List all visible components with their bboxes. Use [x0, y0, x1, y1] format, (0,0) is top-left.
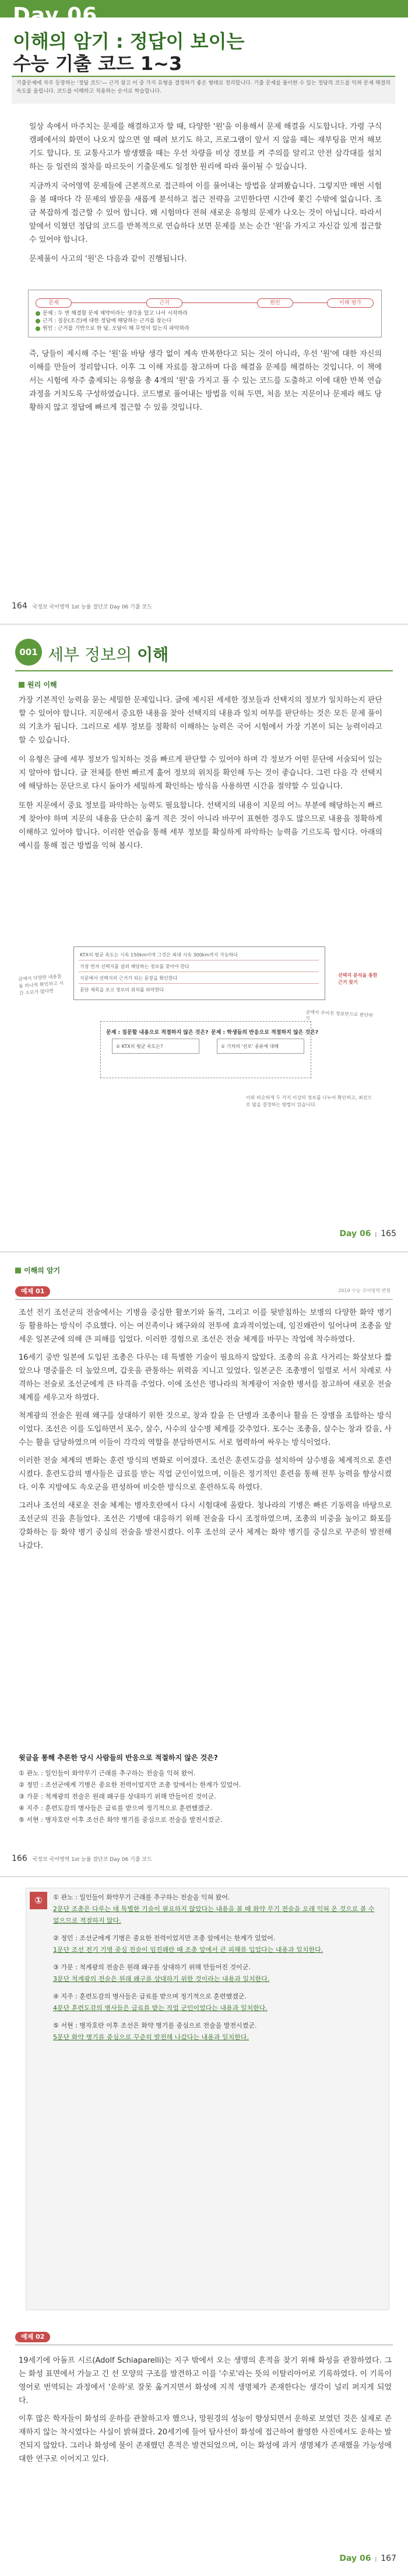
- paragraph: 이 유형은 글에 세부 정보가 일치하는 것을 빠르게 판단할 수 있어야 하며 각 정보가 어떤 문단에 서술되어 있는지 알아야 합니다. 글 전체를 한번 빠르게 훑어 정보의 위치를 확인해 두는 것이 좋습니다. 그런 다음 각 선택지에 해당하는 문단으로 다시 돌아가 세밀하게 확인하는 방식을 사용하면 시간을 절약할 수 있습니다.: [19, 755, 382, 791]
- figure-callout-left: 글에서 다양한 내용들을 하나씩 확인하고 시간 소모가 많다면: [17, 973, 64, 996]
- square-bullet-icon: [15, 1268, 21, 1273]
- figure-option-box-1: ① KTX의 평균 속도는?: [112, 1039, 199, 1054]
- option-item[interactable]: ④ 지주 : 훈련도감의 병사들은 급료를 받으며 정기적으로 훈련했겠군.: [19, 1804, 212, 1812]
- paragraph: 가장 기본적인 능력을 묻는 세밀한 문제입니다. 글에 제시된 세세한 정보들과 선택지의 정보가 일치하는지 판단할 수 있어야 합니다. 지문에서 중요한 내용을 찾아 선택지의 내용과 일치 여부를 판단하는 것은 모든 문제 풀이의 기초가 됩니다. 그러므로 세부 정보를 정확히 이해하는 능력은 국어 시험에서 가장 기본이 되는 능력이라고 할 수 있습니다.: [19, 696, 382, 745]
- paragraph: 또한 지문에서 중요 정보를 파악하는 능력도 필요합니다. 선택지의 내용이 지문의 어느 부분에 해당하는지 빠르게 찾아야 하며 지문의 내용을 단순히 옮겨 적은 것이 아니라 바꾸어 표현한 경우도 많으므로 내용을 정확하게 이해하고 있어야 합니다. 이러한 연습을 통해 세부 정보를 확실하게 파악하는 능력을 기르도록 합시다. 아래의 예시를 통해 접근 방법을 익혀 봅시다.: [19, 801, 382, 850]
- question-stem: 윗글을 통해 추론한 당시 사람들의 반응으로 적절하지 않은 것은?: [19, 1754, 218, 1762]
- page-footer: [12, 601, 152, 611]
- paragraph: 19세기에 아돌프 시르(Adolf Schiaparelli)는 지구 밖에서 오는 생명의 흔적을 찾기 위해 화성을 관찰하였다. 그는 화성 표면에서 가늘고 긴 선 모양의 구조를 발견하고 이를 '수로'라는 뜻의 이탈리아어로 기록하였다. 이 기록이 영어로 번역되는 과정에서 '운하'로 잘못 옮겨지면서 화성에 지적 생명체가 존재한다는 생각이 널리 퍼지게 되었다.: [19, 2356, 392, 2405]
- page-number: 165: [381, 1229, 396, 1238]
- paragraph: 척계광의 전술은 원래 왜구를 상대하기 위한 것으로, 창과 칼을 든 단병과 조총이나 활을 든 장병을 조합하는 방식이었다. 조선은 이를 도입하면서 포수, 살수, 사수의 삼수병 체계를 갖추었다. 포수는 조총을, 살수는 창과 칼을, 사수는 활을 담당하였으며 이들이 각각의 역할을 분담하면서도 서로 협력하여 싸우는 방식이었다.: [19, 1412, 392, 1447]
- bullet-icon: [36, 319, 40, 323]
- option-item[interactable]: ⑤ 서현 : 병자호란 이후 조선은 화약 병기를 중심으로 전술을 발전시켰군.: [19, 1816, 223, 1824]
- paragraph: 일상 속에서 마주치는 문제를 해결하고자 할 때, 다양한 '원'을 이용해서 문제 해결을 시도합니다. 가령 구식 캠페에서의 화면이 나오지 않으면 옆 때려 보기도 하고, 프로그램이 앞서 지 않을 때는 재부팅을 먼저 해보기도 합니다. 또 교통사고가 발생했을 때는 우선 차량을 비상 경보를 켜 주의를 알리고 안전 삼각대를 설치하는 등 일련의 절차를 따르듯이 기출문제도 일정한 원리에 따라 풀이될 수 있습니다.: [29, 122, 382, 171]
- title-line-1: 이해의 암기 : 정답이 보이는: [13, 30, 245, 52]
- figure-line: 가장 먼저 선택지를 살펴 해당하는 정보를 찾아야 한다: [80, 964, 189, 969]
- page-number: 166: [12, 1854, 27, 1863]
- timeline-note: 원인 : 근거를 기반으로 한 답, 오답이 해 무엇이 있는지 파악하라: [36, 325, 189, 333]
- page-166: [0, 1251, 408, 1876]
- timeline-track: [36, 298, 374, 307]
- example-figure: [19, 945, 382, 1120]
- example-badge: 예제 01: [15, 1286, 50, 1297]
- intro-text: [29, 120, 382, 266]
- example-divider: [15, 1299, 393, 1300]
- answer-list: [53, 1892, 379, 2049]
- paragraph: 16세기 중반 일본에 도입된 조총은 다루는 데 특별한 기술이 필요하지 않았다. 조총의 유효 사거리는 화살보다 짧았으나 명중률은 더 높았으며, 갑옷을 관통하는 위력을 지니고 있었다. 일본군은 조총병이 일렬로 서서 차례로 사격하는 전술로 조선군에게 큰 타격을 주었다. 이에 조선은 명나라의 척계광이 저술한 병서를 참고하여 새로운 전술 체계를 세우고자 하였다.: [19, 1353, 392, 1402]
- answer-badge: ①: [30, 1892, 47, 1909]
- figure-line: 문단 제목을 보고 정보의 위치를 파악한다: [80, 987, 164, 993]
- example-passage: [19, 2354, 392, 2466]
- figure-line: 지문에서 선택지의 근거가 되는 문장을 확인한다: [80, 976, 178, 981]
- paragraph: 이후 많은 학자들이 화성의 운하를 관찰하고자 했으나, 망원경의 성능이 향상되면서 운하로 보였던 것은 실제로 존재하지 않는 착시였다는 사실이 밝혀졌다. 20세기에 들어 탐사선이 화성에 접근하여 촬영한 사진에서도 운하는 발견되지 않았다. 그러나 화성에 물이 존재했던 흔적은 발견되었으며, 이는 화성에 과거 생명체가 존재했을 가능성에 대한 연구로 이어지고 있다.: [19, 2415, 392, 2464]
- answer-item: ① 관노 : 일인들이 화약무기 근래를 추구하는 전술을 익혀 왔어. 2문단 조총은 다루는 데 특별한 기술이 필요하지 않았다는 내용을 볼 때 화약 무기 전술을 오래 익혀 온 것으로 볼 수 없으므로 적절하지 않다.: [53, 1894, 375, 1924]
- bullet-icon: [36, 311, 40, 316]
- book-title: 국정보 국어영역 1st 능률 결단코 Day 06 기출 코드: [32, 1857, 152, 1863]
- answer-item: ⑤ 서현 : 병자호란 이후 조선은 화약 병기를 중심으로 전술을 발전시켰군. 5문단 화약 병기를 중심으로 꾸준히 발전해 나갔다는 내용과 일치한다.: [53, 2022, 257, 2041]
- option-item[interactable]: ① 관노 : 일인들이 화약무기 근래를 추구하는 전술을 익혀 왔어.: [19, 1769, 196, 1777]
- title-line-2: 수능 기출 코드 1~3: [13, 52, 182, 75]
- timeline-node: 원인: [257, 298, 293, 308]
- subsection-heading: 이해의 암기: [15, 1265, 60, 1275]
- option-list: [19, 1768, 392, 1826]
- day-label: Day 06: [13, 3, 98, 27]
- timeline-node: 문제: [36, 298, 72, 308]
- footer-day: Day 06: [339, 2554, 371, 2563]
- figure-note-right: 글에서 주어진 정보만으로 판단하기: [305, 1009, 374, 1022]
- subsection-heading: 원리 이해: [19, 680, 57, 689]
- page-number: 164: [12, 601, 27, 611]
- paragraph: 즉, 당들이 제시해 주는 '원'을 바탕 생각 없이 계속 반복한다고 되는 것이 아니라, 우선 '원'에 대한 자신의 이해를 만들어 정리합니다. 이후 그 이해 자료를 참고하며 다음 해결을 문제를 해결하는 것입니다. 이 책에서는 시험에 자주 출제되는 유형을 총 4개의 '원'을 가지고 풀 수 있는 코드를 도출하고 이에 대한 반복 연습 과정을 거치도록 구성하였습니다. 코드별로 풀어내는 방법을 익혀 두면, 처음 보는 지문이나 문제라 해도 당황하지 않고 정답에 빠르게 접근할 수 있을 것입니다.: [29, 350, 382, 412]
- paragraph: 그러나 조선의 새로운 전술 체계는 병자호란에서 다시 시험대에 올랐다. 청나라의 기병은 빠른 기동력을 바탕으로 조선군의 진을 흔들었다. 조선은 기병에 대응하기 위해 전술을 다시 조정하였으며, 조총의 비중을 높이고 화포를 강화하는 등 화약 병기 중심의 전술을 발전시켰다. 이후 조선의 군사 체계는 화약 병기를 중심으로 꾸준히 발전해 나갔다.: [19, 1501, 392, 1550]
- paragraph: 이러한 전술 체계의 변화는 훈련 방식의 변화로 이어졌다. 조선은 훈련도감을 설치하여 삼수병을 체계적으로 훈련시켰다. 훈련도감의 병사들은 급료를 받는 직업 군인이었으며, 이들은 정기적인 훈련을 통해 전투 능력을 향상시켰다. 이후 지방에도 속오군을 편성하여 비슷한 방식으로 훈련하도록 하였다.: [19, 1456, 392, 1492]
- section-text: [19, 694, 382, 853]
- example-source: 2019 수능 국어영역 변형: [338, 1288, 391, 1293]
- timeline-connector: [181, 302, 257, 303]
- page-footer: [12, 1854, 152, 1863]
- page-footer: Day 06 | 167: [339, 2554, 396, 2563]
- answer-item: ③ 가문 : 척계광의 전술은 원래 왜구를 상대하기 위해 만들어진 것이군. 3문단 척계광의 전술은 원래 왜구를 상대하기 위한 것이라는 내용과 일치한다.: [53, 1963, 270, 1983]
- thinking-timeline: [28, 290, 382, 337]
- option-item[interactable]: ② 정민 : 조선군에게 기병은 중요한 전력이었지만 조총 앞에서는 한계가 있었어.: [19, 1781, 241, 1789]
- figure-option-box-2: ① 기차의 '선로' 종류에 대해: [217, 1039, 304, 1054]
- figure-passage-box: [73, 946, 325, 1000]
- option-item[interactable]: ③ 가문 : 척계광의 전술은 원래 왜구를 상대하기 위해 만들어진 것이군.: [19, 1793, 216, 1800]
- page-165: [0, 624, 408, 1251]
- page-title: [13, 30, 244, 75]
- figure-question-2: 문제 : 학생들의 반응으로 적절하지 않은 것은?: [211, 1030, 319, 1036]
- section-title: 세부 정보의 이해: [48, 645, 169, 664]
- page-footer: Day 06 | 165: [339, 1229, 396, 1238]
- timeline-note: 근거 : 질문(조건)에 대한 정답에 해당하는 근거를 찾는다: [36, 318, 189, 325]
- page-number: 167: [381, 2554, 396, 2563]
- book-title: 국정보 국어영역 1st 능률 결단코 Day 06 기출 코드: [32, 604, 152, 610]
- figure-line: KTX의 평균 속도는 시속 150km이며 그것은 최대 시속 300km까지 가능하다: [80, 952, 238, 958]
- square-bullet-icon: [19, 682, 24, 688]
- after-timeline-text: [29, 347, 382, 414]
- answer-item: ④ 지주 : 훈련도감의 병사들은 급료를 받으며 정기적으로 훈련했겠군. 4문단 훈련도감의 병사들은 급료를 받는 직업 군인이었다는 내용과 일치한다.: [53, 1993, 268, 2012]
- example-passage: [19, 1306, 392, 1553]
- section-number-badge: 001: [15, 639, 42, 666]
- timeline-node: 근거: [146, 298, 182, 308]
- timeline-connector: [71, 302, 146, 303]
- footer-day: Day 06: [339, 1229, 371, 1238]
- timeline-node: 이해 평가: [327, 298, 374, 308]
- answer-explanation-box: [26, 1888, 389, 2310]
- timeline-connector: [292, 302, 327, 303]
- example-badge: 예제 02: [15, 2332, 50, 2342]
- figure-question-1: 문제 : 질문할 내용으로 적절하지 않은 것은?: [106, 1030, 209, 1036]
- section-divider: [15, 670, 393, 671]
- answer-item: ② 정민 : 조선군에게 기병은 중요한 전력이었지만 조총 앞에서는 한계가 있었어. 1문단 조선 전기 기병 중심 전술이 임진왜란 때 조총 앞에서 큰 피해를 입었다는 내용과 일치한다.: [53, 1934, 323, 1954]
- timeline-notes: [36, 310, 189, 333]
- page-164: [0, 0, 408, 624]
- figure-caption: 이와 비슷하게 두 가지 이상의 정보를 나누어 확인하고, 최선으로 답을 결정하는 방법이 있습니다.: [246, 1095, 372, 1107]
- page-167: [0, 1876, 408, 2576]
- paragraph: 문제풀이 사고의 '원'은 다음과 같이 진행됩니다.: [29, 255, 187, 263]
- timeline-note: 문제 : 두 번 해결할 문제 제약이라는 생각을 알고 나서 시작하라: [36, 310, 189, 318]
- underline: [79, 983, 319, 984]
- paragraph: 지금까지 국어영역 문제들에 근본적으로 접근하여 이를 풀어내는 방법을 살펴봤습니다. 그렇지만 매번 시험을 볼 때마다 각 문제의 발문을 새롭게 분석하고 접근 전략을 고민한다면 시간에 쫓긴 수밖에 없습니다. 조금 복잡하게 접근할 수 있어 합니다. 왜 시험마다 전혀 새로운 유형의 문제가 나오는 것이 아닙니다. 따라서 앞에서 익혔던 정답의 코드를 반복적으로 연습하다 보면 문제를 보는 순간 '원'을 가지고 자신감 있게 접근할 수 있어야 합니다.: [29, 182, 382, 244]
- figure-callout-right: 선택지 분석을 통한 근거 찾기: [338, 973, 378, 985]
- bullet-icon: [36, 326, 40, 331]
- paragraph: 조선 전기 조선군의 전술에서는 기병을 중심한 활쏘기와 돌격, 그리고 이를 뒷받침하는 보병의 다양한 화약 병기 등 활용하는 방식이 주요했다. 이는 여진족이나 왜구와의 전투에 효과적이었는데, 임진왜란이 일어나며 조총을 앞세운 일본군에 의해 큰 피해를 입었다. 이러한 경험으로 조선은 전술 체계를 바꾸는 작업에 착수하였다.: [19, 1308, 392, 1344]
- subtitle-box: 기출문제에 자주 등장하는 '정답 코드'— 근거 찾고 이 중 가지 유형을 결정하기 좋은 형태로 정리합니다. 기출 문제를 풀이한 수 있는 정답의 코드를 익혀 문제 해결의 속도를 올립니다. 코드를 이해하고 적용하는 순서로 학습합니다.: [12, 76, 395, 104]
